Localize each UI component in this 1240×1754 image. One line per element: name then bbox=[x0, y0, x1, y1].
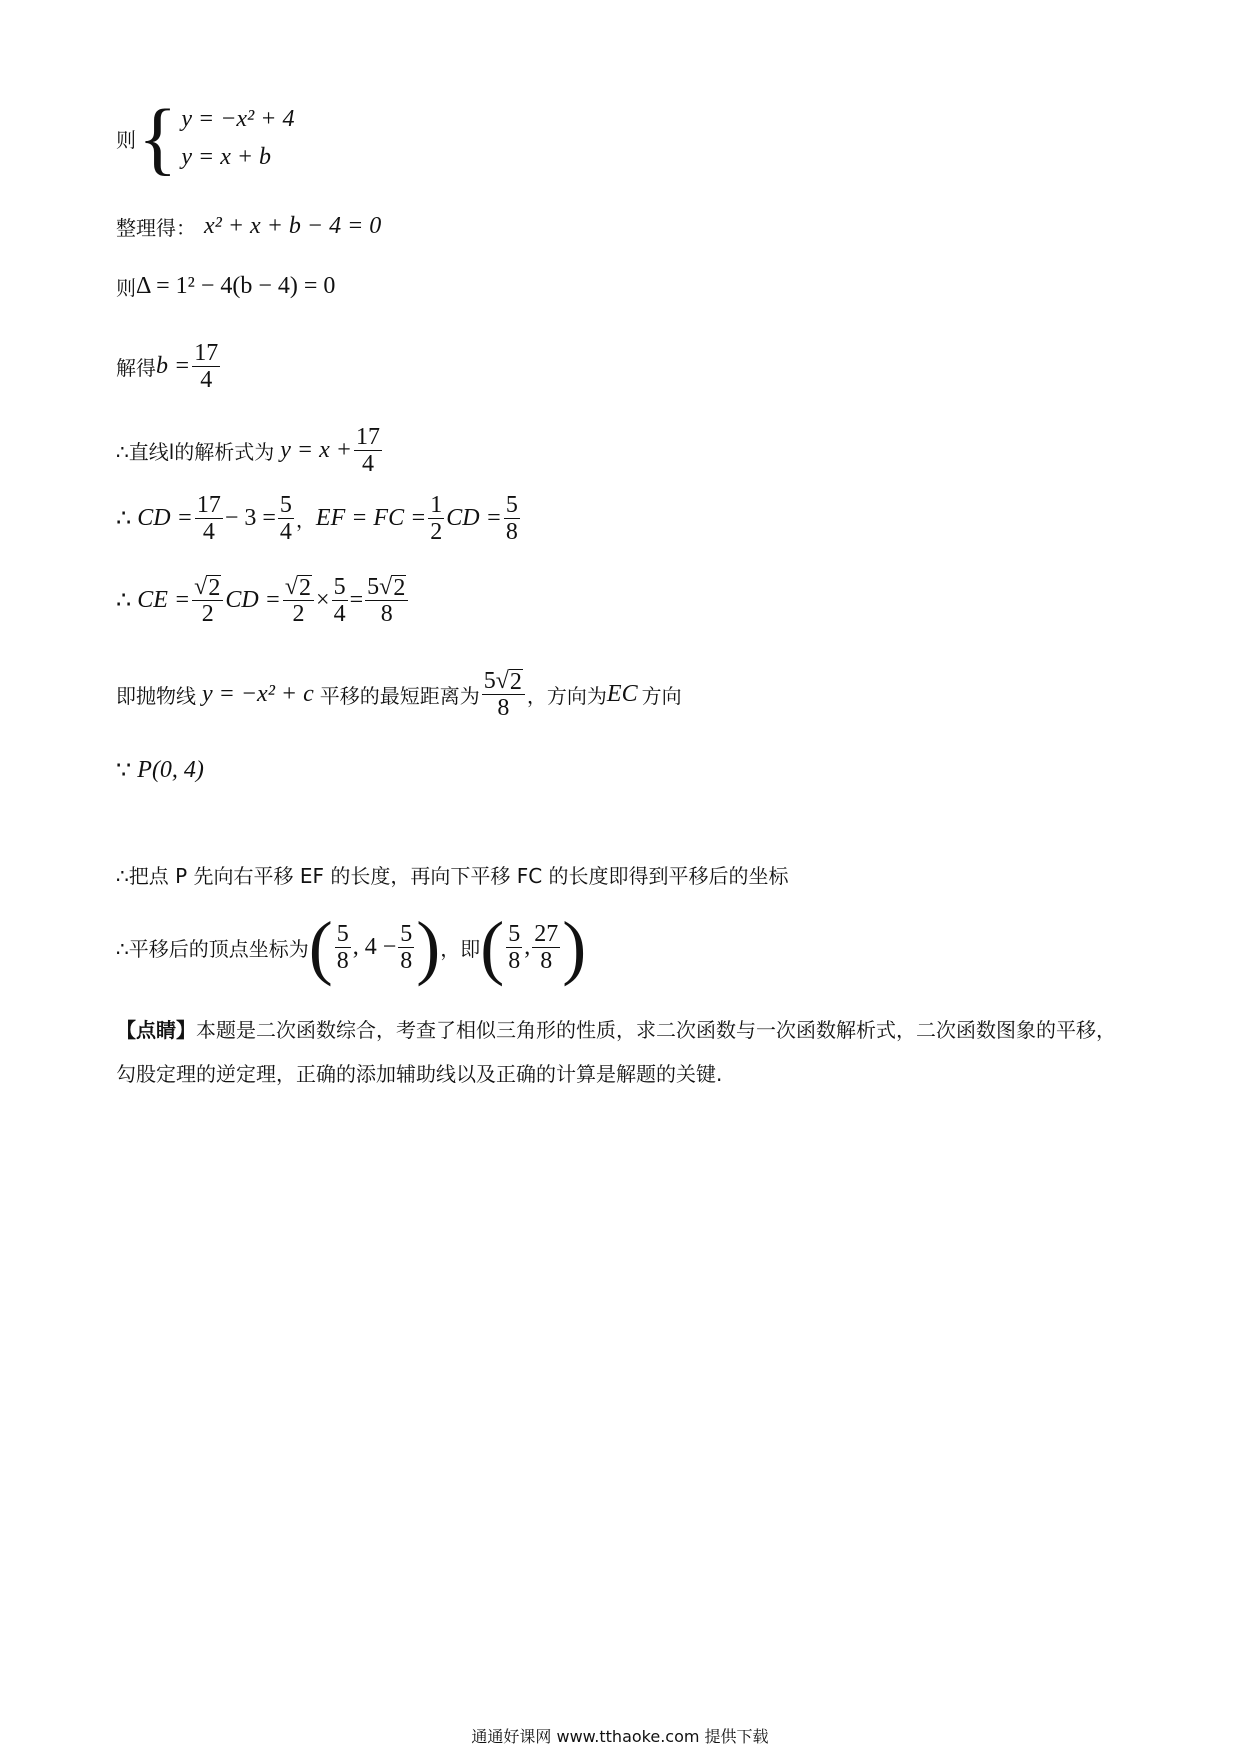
fraction bbox=[365, 574, 408, 627]
numerator: 5 bbox=[400, 920, 413, 947]
numerator: 27 bbox=[534, 920, 559, 947]
fraction bbox=[192, 340, 220, 393]
numerator: 1 bbox=[430, 492, 443, 518]
fraction bbox=[192, 574, 223, 627]
parabola-equation: y = −x² + c bbox=[202, 681, 314, 707]
denominator: 4 bbox=[333, 601, 346, 627]
ec-label: EC bbox=[606, 681, 638, 707]
note-tag: 【点睛】 bbox=[116, 1018, 196, 1042]
discriminant-equation: Δ = 1² − 4(b − 4) = 0 bbox=[136, 273, 336, 299]
sqrt: √ 2 bbox=[495, 668, 522, 695]
fraction bbox=[195, 492, 223, 545]
denominator: 4 bbox=[202, 519, 215, 545]
equals-symbol: = bbox=[349, 587, 364, 613]
cd-ef-line bbox=[116, 492, 522, 545]
system-eq-2: y = x + b bbox=[181, 144, 272, 170]
fraction bbox=[335, 921, 351, 974]
text: ，方向为 bbox=[526, 684, 607, 708]
numerator: 5 bbox=[508, 920, 521, 947]
because-symbol: ∵ bbox=[116, 758, 132, 784]
fraction bbox=[504, 492, 520, 545]
sqrt: √ 2 bbox=[284, 574, 312, 601]
vertex-coordinates-line: ∴平移后的顶点坐标为 ( $\frac{5}{8}$ , 4 − $\frac{5}{8}$ ) ，即 ( $\frac{5}{8}$ , $\frac{27}{8}$ ) bbox=[116, 907, 587, 987]
numerator: 17 bbox=[194, 340, 219, 366]
text: ，即 bbox=[440, 936, 481, 961]
discriminant-line bbox=[116, 272, 335, 301]
radicand: 2 bbox=[208, 575, 221, 601]
fraction bbox=[278, 492, 294, 545]
cd-label: CD = bbox=[137, 505, 193, 531]
note-text: 本题是二次函数综合，考查了相似三角形的性质，求二次函数与一次函数解析式，二次函数图象的平移，勾股定理的逆定理，正确的添加辅助线以及正确的计算是解题的关键. bbox=[116, 1018, 1116, 1086]
denominator: 8 bbox=[497, 695, 510, 721]
left-paren: ( bbox=[308, 907, 333, 987]
lhs: b = bbox=[156, 353, 191, 379]
lhs: y = x + bbox=[280, 437, 352, 463]
sqrt: √ 2 bbox=[379, 574, 406, 601]
text: 即抛物线 bbox=[116, 684, 196, 708]
translation-text bbox=[116, 860, 789, 889]
label: ∴平移后的顶点坐标为 bbox=[116, 936, 309, 961]
denominator: 4 bbox=[361, 451, 374, 477]
equation: x² + x + b − 4 = 0 bbox=[204, 213, 382, 239]
denominator: 8 bbox=[336, 947, 349, 974]
fraction bbox=[283, 574, 314, 627]
fraction bbox=[482, 668, 525, 721]
line-expression bbox=[116, 424, 384, 477]
ce-line bbox=[116, 574, 410, 627]
ef-fc-label: EF = FC = bbox=[315, 505, 427, 531]
cd-label-2: CD = bbox=[446, 505, 502, 531]
text-prefix: 则 bbox=[116, 127, 136, 152]
denominator: 4 bbox=[279, 519, 292, 545]
system-eq-1: y = −x² + 4 bbox=[181, 106, 295, 132]
cd-label: CD = bbox=[225, 587, 281, 613]
point-p-line bbox=[116, 756, 204, 785]
shortest-distance-line bbox=[116, 668, 682, 721]
solve-b-line bbox=[116, 340, 222, 393]
radicand: 2 bbox=[299, 575, 312, 601]
fraction bbox=[506, 921, 522, 974]
text: ∴把点 P 先向右平移 EF 的长度，再向下平移 FC 的长度即得到平移后的坐标 bbox=[116, 864, 789, 888]
denominator: 8 bbox=[508, 947, 521, 974]
text-prefix: 则 bbox=[116, 276, 136, 300]
numerator: 5 bbox=[333, 574, 346, 600]
separator: , 4 − bbox=[352, 933, 397, 960]
numerator: 17 bbox=[355, 424, 380, 450]
fraction bbox=[398, 921, 414, 974]
equation-system bbox=[116, 92, 295, 183]
times-symbol: × bbox=[316, 587, 330, 613]
fraction bbox=[532, 921, 560, 974]
left-brace: { bbox=[138, 92, 178, 183]
radicand: 2 bbox=[509, 669, 522, 695]
radicand: 2 bbox=[393, 575, 406, 601]
denominator: 8 bbox=[505, 519, 518, 545]
numerator: 5 bbox=[505, 492, 518, 518]
ce-label: CE = bbox=[137, 587, 191, 613]
denominator: 8 bbox=[380, 601, 393, 627]
key-point-note bbox=[116, 1008, 1126, 1096]
denominator: 2 bbox=[201, 601, 214, 627]
therefore-symbol: ∴ bbox=[116, 506, 132, 532]
numerator: 17 bbox=[196, 492, 221, 518]
denominator: 8 bbox=[540, 947, 553, 974]
comma: ， bbox=[295, 508, 316, 532]
right-paren: ) bbox=[562, 907, 587, 987]
numerator: 5 bbox=[279, 492, 292, 518]
fraction bbox=[332, 574, 348, 627]
denominator: 2 bbox=[292, 601, 305, 627]
numerator: 5 bbox=[336, 920, 349, 947]
fraction bbox=[354, 424, 382, 477]
therefore-symbol: ∴ bbox=[116, 588, 132, 614]
text: 平移的最短距离为 bbox=[319, 684, 480, 708]
minus-three: − 3 = bbox=[224, 505, 276, 531]
text: 方向 bbox=[641, 684, 682, 708]
footer-watermark: 通通好课网 www.tthaoke.com 提供下载 bbox=[471, 1727, 769, 1746]
fraction bbox=[428, 492, 444, 545]
right-paren: ) bbox=[416, 907, 441, 987]
left-paren: ( bbox=[480, 907, 505, 987]
label: 解得 bbox=[116, 356, 156, 380]
sqrt: √ 2 bbox=[194, 574, 221, 601]
simplified-equation bbox=[116, 212, 381, 241]
system-lines bbox=[181, 100, 294, 176]
denominator: 4 bbox=[200, 367, 213, 393]
denominator: 8 bbox=[400, 947, 413, 974]
point-p: P(0, 4) bbox=[137, 757, 204, 783]
label: 整理得： bbox=[116, 216, 196, 240]
label: ∴直线l的解析式为 bbox=[116, 440, 275, 464]
coefficient: 5 bbox=[483, 668, 496, 694]
coefficient: 5 bbox=[367, 574, 380, 600]
denominator: 2 bbox=[430, 519, 443, 545]
